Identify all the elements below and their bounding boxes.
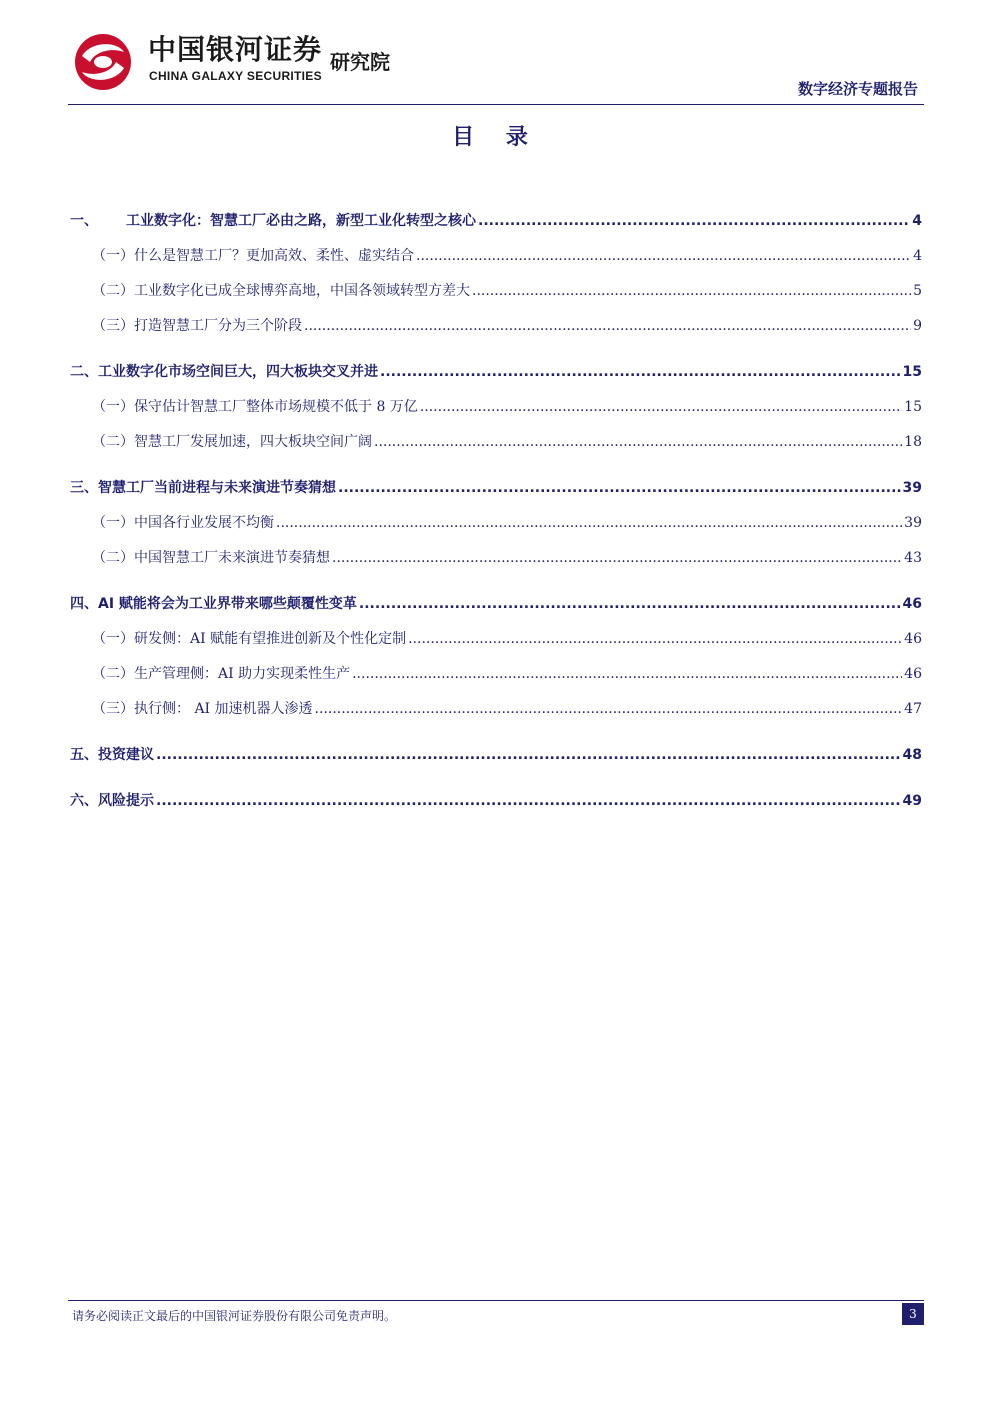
toc-subsection-entry[interactable] (70, 311, 922, 346)
brand-name-cn: 中国银河证券 (148, 33, 323, 66)
toc-entry-title: （三）执行侧： AI 加速机器人渗透 (92, 701, 313, 717)
dot-leader (359, 589, 901, 619)
toc-entry-title: 三、智慧工厂当前进程与未来演进节奏猜想 (70, 480, 336, 496)
dot-leader (338, 473, 901, 503)
galaxy-logo-icon (70, 32, 136, 92)
toc-entry-title: （二）智慧工厂发展加速，四大板块空间广阔 (92, 434, 372, 450)
dot-leader (315, 694, 903, 724)
toc-entry-page: 43 (904, 550, 922, 566)
toc-entry-title: 工业数字化：智慧工厂必由之路，新型工业化转型之核心 (126, 213, 476, 229)
toc-subsection-entry[interactable] (70, 694, 922, 729)
toc-title: 目 录 (452, 125, 540, 150)
toc-entry-title: 五、投资建议 (70, 747, 154, 763)
toc-entry-title: （一）保守估计智慧工厂整体市场规模不低于 8 万亿 (92, 399, 418, 415)
page-number: 3 (902, 1303, 924, 1325)
toc-section-entry[interactable] (70, 740, 922, 775)
toc-subsection-entry[interactable] (70, 241, 922, 276)
dot-leader (304, 311, 911, 341)
toc-section-entry[interactable] (70, 357, 922, 392)
toc-entry-title: （一）中国各行业发展不均衡 (92, 515, 274, 531)
toc-entry-page: 49 (902, 793, 922, 809)
toc-section-entry[interactable] (70, 786, 922, 821)
toc-section-entry[interactable] (70, 206, 922, 241)
institute-label: 研究院 (330, 50, 390, 74)
toc-entry-page: 9 (913, 318, 922, 334)
dot-leader (156, 786, 901, 816)
dot-leader (420, 392, 902, 422)
dot-leader (472, 276, 911, 306)
toc-entry-page: 15 (902, 364, 922, 380)
dot-leader (276, 508, 902, 538)
toc-entry-page: 46 (904, 666, 922, 682)
toc-section-entry[interactable] (70, 589, 922, 624)
toc-entry-number: 一、 (70, 213, 98, 229)
table-of-contents (70, 206, 922, 821)
toc-subsection-entry[interactable] (70, 508, 922, 543)
toc-entry-title: 六、风险提示 (70, 793, 154, 809)
dot-leader (408, 624, 902, 654)
toc-entry-title: （二）工业数字化已成全球博弈高地，中国各领域转型方差大 (92, 283, 470, 299)
dot-leader (156, 740, 901, 770)
toc-subsection-entry[interactable] (70, 624, 922, 659)
toc-section-entry[interactable] (70, 473, 922, 508)
toc-subsection-entry[interactable] (70, 543, 922, 578)
toc-entry-page: 39 (904, 515, 922, 531)
disclaimer-text: 请务必阅读正文最后的中国银河证券股份有限公司免责声明。 (72, 1309, 397, 1323)
toc-subsection-entry[interactable] (70, 392, 922, 427)
toc-entry-page: 18 (904, 434, 922, 450)
toc-entry-title: 四、AI 赋能将会为工业界带来哪些颠覆性变革 (70, 596, 357, 612)
toc-entry-page: 15 (904, 399, 922, 415)
dot-leader (380, 357, 901, 387)
dot-leader (332, 543, 902, 573)
toc-subsection-entry[interactable] (70, 659, 922, 694)
page-header (68, 28, 924, 105)
toc-entry-page: 46 (902, 596, 922, 612)
toc-entry-title: （二）生产管理侧：AI 助力实现柔性生产 (92, 666, 351, 682)
toc-entry-title: 二、工业数字化市场空间巨大，四大板块交叉并进 (70, 364, 378, 380)
toc-entry-page: 46 (904, 631, 922, 647)
page-footer (68, 1300, 924, 1323)
report-type-label: 数字经济专题报告 (797, 80, 918, 98)
toc-entry-page: 4 (913, 248, 922, 264)
dot-leader (478, 206, 910, 236)
toc-entry-page: 48 (902, 747, 922, 763)
dot-leader (352, 659, 902, 689)
toc-subsection-entry[interactable] (70, 427, 922, 462)
toc-entry-page: 4 (912, 213, 922, 229)
toc-entry-page: 5 (913, 283, 922, 299)
brand-name-en: CHINA GALAXY SECURITIES (149, 69, 322, 83)
toc-entry-page: 39 (902, 480, 922, 496)
toc-entry-title: （二）中国智慧工厂未来演进节奏猜想 (92, 550, 330, 566)
toc-entry-page: 47 (904, 701, 922, 717)
toc-entry-title: （一）什么是智慧工厂？更加高效、柔性、虚实结合 (92, 248, 414, 264)
dot-leader (374, 427, 902, 457)
dot-leader (416, 241, 911, 271)
toc-entry-title: （一）研发侧：AI 赋能有望推进创新及个性化定制 (92, 631, 407, 647)
toc-subsection-entry[interactable] (70, 276, 922, 311)
toc-entry-title: （三）打造智慧工厂分为三个阶段 (92, 318, 302, 334)
